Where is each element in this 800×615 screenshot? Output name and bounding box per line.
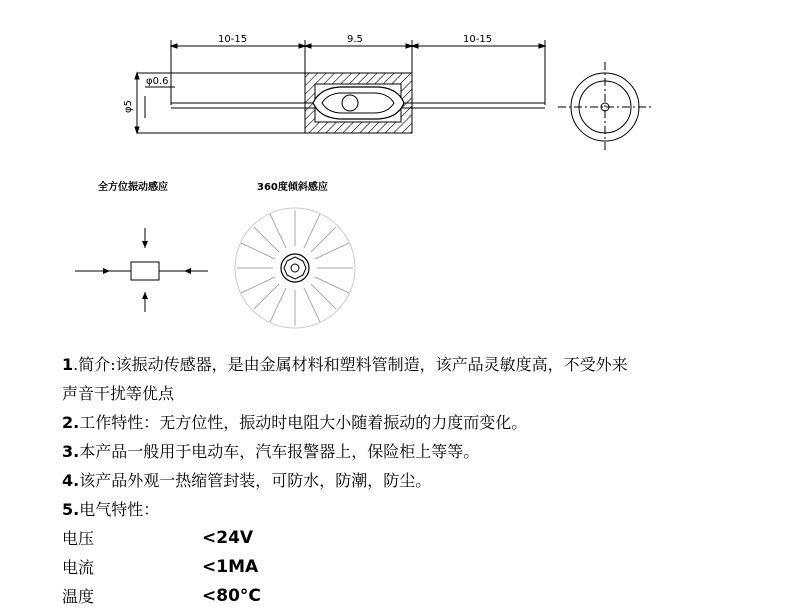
paragraph-3 bbox=[62, 408, 782, 437]
spec-value: <80°C bbox=[202, 586, 261, 606]
paragraph-text: 声音干扰等优点 bbox=[62, 384, 175, 403]
omni-label: 全方位振动感应 bbox=[98, 182, 168, 193]
spec-name: 电压 bbox=[62, 529, 95, 548]
spec-row bbox=[62, 582, 782, 611]
spec-row bbox=[62, 524, 782, 553]
paragraph-text: 该产品外观一热缩管封装，可防水，防潮，防尘。 bbox=[79, 471, 432, 490]
paragraph-text: 本产品一般用于电动车，汽车报警器上，保险柜上等等。 bbox=[79, 442, 480, 461]
tilt-label: 360度倾斜感应 bbox=[257, 182, 328, 193]
paragraph-number: 3. bbox=[62, 442, 80, 461]
sensor-end-view bbox=[558, 62, 652, 152]
paragraph-number: 4. bbox=[62, 471, 80, 490]
spec-name: 温度 bbox=[62, 587, 95, 606]
paragraph-5 bbox=[62, 466, 782, 495]
body-diameter-label: φ5 bbox=[123, 100, 134, 113]
spec-name: 电流 bbox=[62, 558, 95, 577]
paragraph-number: 1 bbox=[62, 355, 74, 374]
paragraph-6 bbox=[62, 495, 782, 524]
paragraph-text: 工作特性：无方位性，振动时电阻大小随着振动的力度而变化。 bbox=[79, 413, 528, 432]
sensor-side-view bbox=[171, 73, 545, 133]
paragraph-number: 5. bbox=[62, 500, 80, 519]
paragraph-4 bbox=[62, 437, 782, 466]
spec-value: <24V bbox=[202, 528, 254, 548]
omni-sensing-diagram bbox=[75, 228, 208, 312]
paragraph-number: 2. bbox=[62, 413, 80, 432]
description-section bbox=[62, 350, 782, 611]
paragraph-text: 电气特性： bbox=[79, 500, 160, 519]
dim-right-label: 10-15 bbox=[463, 34, 493, 45]
lead-diameter-label: φ0.6 bbox=[146, 76, 169, 87]
paragraph-text: .简介:该振动传感器，是由金属材料和塑料管制造，该产品灵敏度高，不受外来 bbox=[73, 355, 628, 374]
dim-left-label: 10-15 bbox=[218, 34, 248, 45]
dim-mid-label: 9.5 bbox=[347, 34, 363, 45]
paragraph-2 bbox=[62, 379, 782, 408]
tilt-sensing-diagram bbox=[235, 208, 355, 328]
spec-row bbox=[62, 553, 782, 582]
spec-value: <1MA bbox=[202, 557, 259, 577]
paragraph-1 bbox=[62, 350, 782, 379]
